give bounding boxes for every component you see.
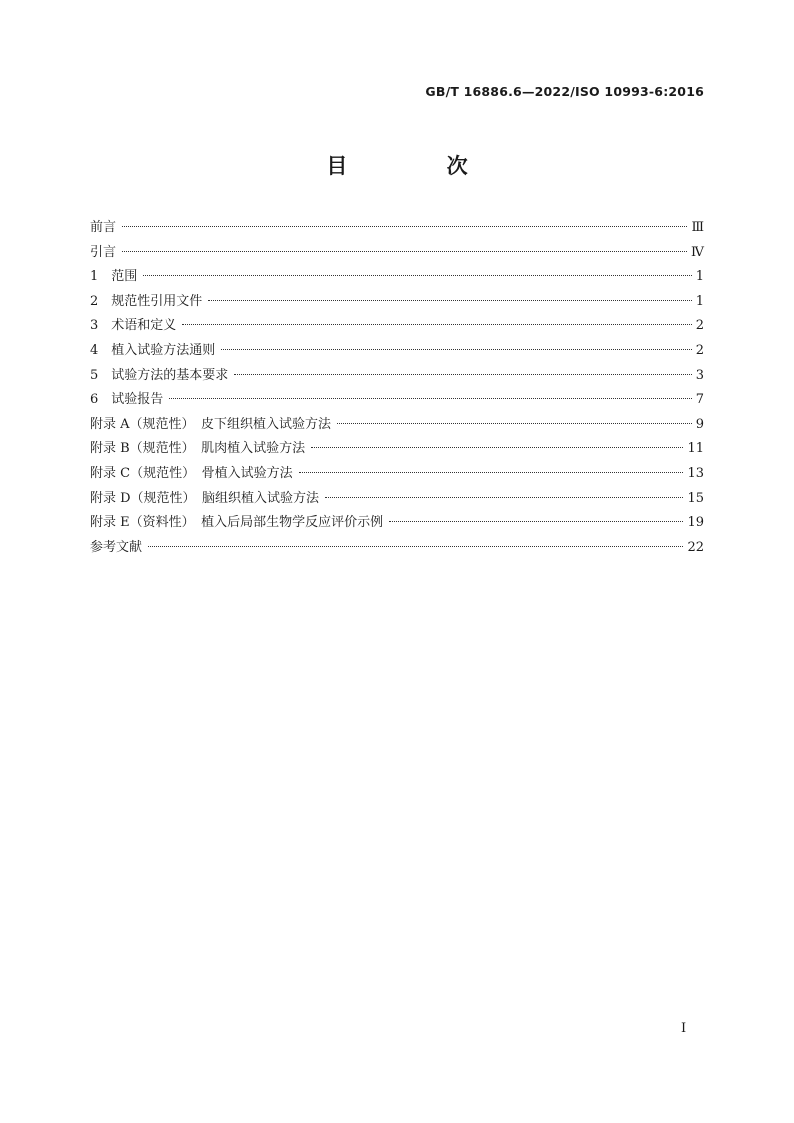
toc-entry-label: 3 术语和定义 xyxy=(90,318,177,334)
toc-entry[interactable] xyxy=(90,364,704,389)
table-of-contents xyxy=(90,216,704,560)
toc-entry-page: Ⅲ xyxy=(691,220,704,235)
toc-leader-dots xyxy=(122,251,687,252)
toc-leader-dots xyxy=(325,497,683,498)
toc-entry-label: 6 试验报告 xyxy=(90,392,164,408)
toc-entry-page: 1 xyxy=(695,293,704,309)
toc-entry[interactable] xyxy=(90,487,704,512)
toc-entry[interactable] xyxy=(90,437,704,462)
toc-leader-dots xyxy=(337,423,692,424)
toc-entry-page: 2 xyxy=(695,318,704,334)
toc-entry-page: 9 xyxy=(695,416,704,432)
toc-leader-dots xyxy=(221,349,691,350)
toc-entry[interactable] xyxy=(90,290,704,315)
toc-entry-page: 3 xyxy=(695,367,704,383)
toc-entry-page: 7 xyxy=(695,392,704,408)
toc-entry[interactable] xyxy=(90,413,704,438)
toc-entry[interactable] xyxy=(90,462,704,487)
toc-entry-page: 11 xyxy=(687,441,704,457)
toc-entry-label: 前言 xyxy=(90,220,117,235)
toc-entry-label: 附录 B（规范性） 肌肉植入试验方法 xyxy=(90,441,306,457)
toc-leader-dots xyxy=(148,546,683,547)
toc-entry-label: 2 规范性引用文件 xyxy=(90,293,203,309)
toc-entry-page: 22 xyxy=(687,539,704,555)
toc-entry-page: Ⅳ xyxy=(691,244,704,260)
toc-leader-dots xyxy=(234,374,691,375)
toc-entry-label: 附录 D（规范性） 脑组织植入试验方法 xyxy=(90,490,320,506)
toc-entry-label: 1 范围 xyxy=(90,269,138,285)
toc-entry[interactable] xyxy=(90,314,704,339)
toc-entry-label: 4 植入试验方法通则 xyxy=(90,342,216,358)
toc-leader-dots xyxy=(299,472,684,473)
toc-entry[interactable] xyxy=(90,216,704,241)
toc-entry-label: 附录 C（规范性） 骨植入试验方法 xyxy=(90,465,293,481)
toc-leader-dots xyxy=(122,226,687,227)
toc-leader-dots xyxy=(311,447,683,448)
toc-entry[interactable] xyxy=(90,511,704,536)
toc-entry[interactable] xyxy=(90,388,704,413)
toc-entry-label: 附录 E（资料性） 植入后局部生物学反应评价示例 xyxy=(90,515,384,531)
toc-leader-dots xyxy=(143,275,691,276)
toc-entry-page: 2 xyxy=(695,342,704,358)
standard-number: GB/T 16886.6—2022/ISO 10993-6:2016 xyxy=(425,84,704,99)
toc-entry[interactable] xyxy=(90,339,704,364)
page-title: 目 次 xyxy=(326,154,514,178)
toc-entry-label: 参考文献 xyxy=(90,539,143,555)
toc-leader-dots xyxy=(208,300,691,301)
toc-entry-page: 13 xyxy=(687,465,704,481)
toc-entry-page: 15 xyxy=(687,490,704,506)
toc-entry-label: 附录 A（规范性） 皮下组织植入试验方法 xyxy=(90,416,332,432)
toc-leader-dots xyxy=(389,521,683,522)
toc-entry[interactable] xyxy=(90,536,704,561)
toc-leader-dots xyxy=(169,398,691,399)
toc-entry-label: 5 试验方法的基本要求 xyxy=(90,367,229,383)
page-number: Ⅰ xyxy=(681,1021,687,1036)
toc-leader-dots xyxy=(182,324,691,325)
toc-entry[interactable] xyxy=(90,241,704,266)
toc-entry[interactable] xyxy=(90,265,704,290)
toc-entry-page: 1 xyxy=(695,269,704,285)
toc-entry-label: 引言 xyxy=(90,244,117,260)
toc-entry-page: 19 xyxy=(687,515,704,531)
